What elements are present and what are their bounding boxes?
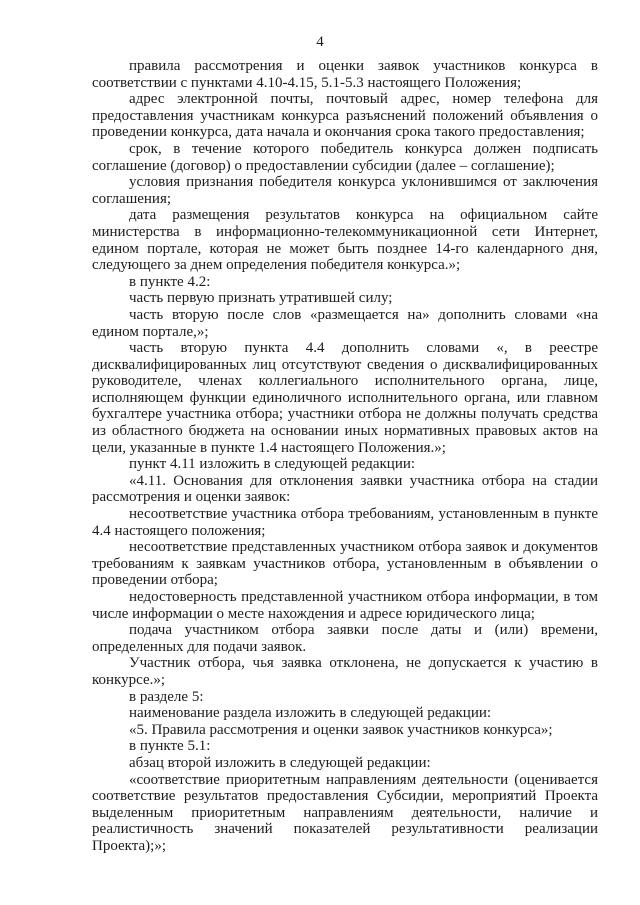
paragraph: Участник отбора, чья заявка отклонена, не допускается к участию в конкурсе.»; [92, 655, 598, 688]
paragraph: подача участником отбора заявки после даты и (или) времени, определенных для подачи заявок. [92, 622, 598, 655]
paragraph: дата размещения результатов конкурса на официальном сайте министерства в информационно-телекоммуникационной сети Интернет, едином портале, которая не может быть позднее 14-го календарного дня, следующего за днем определения победителя конкурса.»; [92, 207, 598, 274]
paragraph: условия признания победителя конкурса уклонившимся от заключения соглашения; [92, 174, 598, 207]
paragraph: правила рассмотрения и оценки заявок участников конкурса в соответствии с пунктами 4.10-4.15, 5.1-5.3 настоящего Положения; [92, 58, 598, 91]
paragraph: в пункте 4.2: [129, 273, 211, 290]
paragraph: недостоверность представленной участником отбора информации, в том числе информации о месте нахождения и адресе юридического лица; [92, 589, 598, 622]
paragraph: в разделе 5: [129, 688, 204, 705]
paragraph: наименование раздела изложить в следующей редакции: [129, 705, 492, 722]
document-body [92, 58, 598, 855]
paragraph: несоответствие представленных участником отбора заявок и документов требованиям к заявкам участников отбора, установленным в объявлении о проведении отбора; [92, 539, 598, 589]
paragraph: «4.11. Основания для отклонения заявки участника отбора на стадии рассмотрения и оценки заявок: [92, 472, 598, 506]
page-number: 4 [316, 34, 324, 50]
paragraph: пункт 4.11 изложить в следующей редакции: [129, 456, 416, 473]
paragraph: «соответствие приоритетным направлениям деятельности (оценивается соответствие результатов предоставления Субсидии, мероприятий Проекта выделенным приоритетным направлениям деятельности, наличие и реалистичность значений показателей результативности реализации Проекта);»; [92, 771, 598, 854]
paragraph: «5. Правила рассмотрения и оценки заявок участников конкурса»; [129, 721, 553, 738]
paragraph: в пункте 5.1: [129, 738, 211, 755]
paragraph: часть вторую пункта 4.4 дополнить словами «, в реестре дисквалифицированных лиц отсутствуют сведения о дисквалифицированных руководителе, членах коллегиального исполнительного органа, лице, исполняющем функции единоличного исполнительного органа, или главном бухгалтере участника отбора; участники отбора не должны получать средства из областного бюджета на основании иных нормативных правовых актов на цели, указанные в пункте 1.4 настоящего Положения.»; [92, 340, 598, 456]
paragraph: адрес электронной почты, почтовый адрес, номер телефона для предоставления участникам конкурса разъяснений положений объявления о проведении конкурса, дата начала и окончания срока такого предоставления; [92, 91, 598, 141]
paragraph: часть первую признать утратившей силу; [129, 290, 393, 307]
paragraph: несоответствие участника отбора требованиям, установленным в пункте 4.4 настоящего положения; [92, 506, 598, 539]
paragraph: срок, в течение которого победитель конкурса должен подписать соглашение (договор) о предоставлении субсидии (далее – соглашение); [92, 140, 598, 174]
paragraph: абзац второй изложить в следующей редакции: [129, 754, 431, 771]
paragraph: часть вторую после слов «размещается на» дополнить словами «на едином портале,»; [92, 306, 598, 340]
